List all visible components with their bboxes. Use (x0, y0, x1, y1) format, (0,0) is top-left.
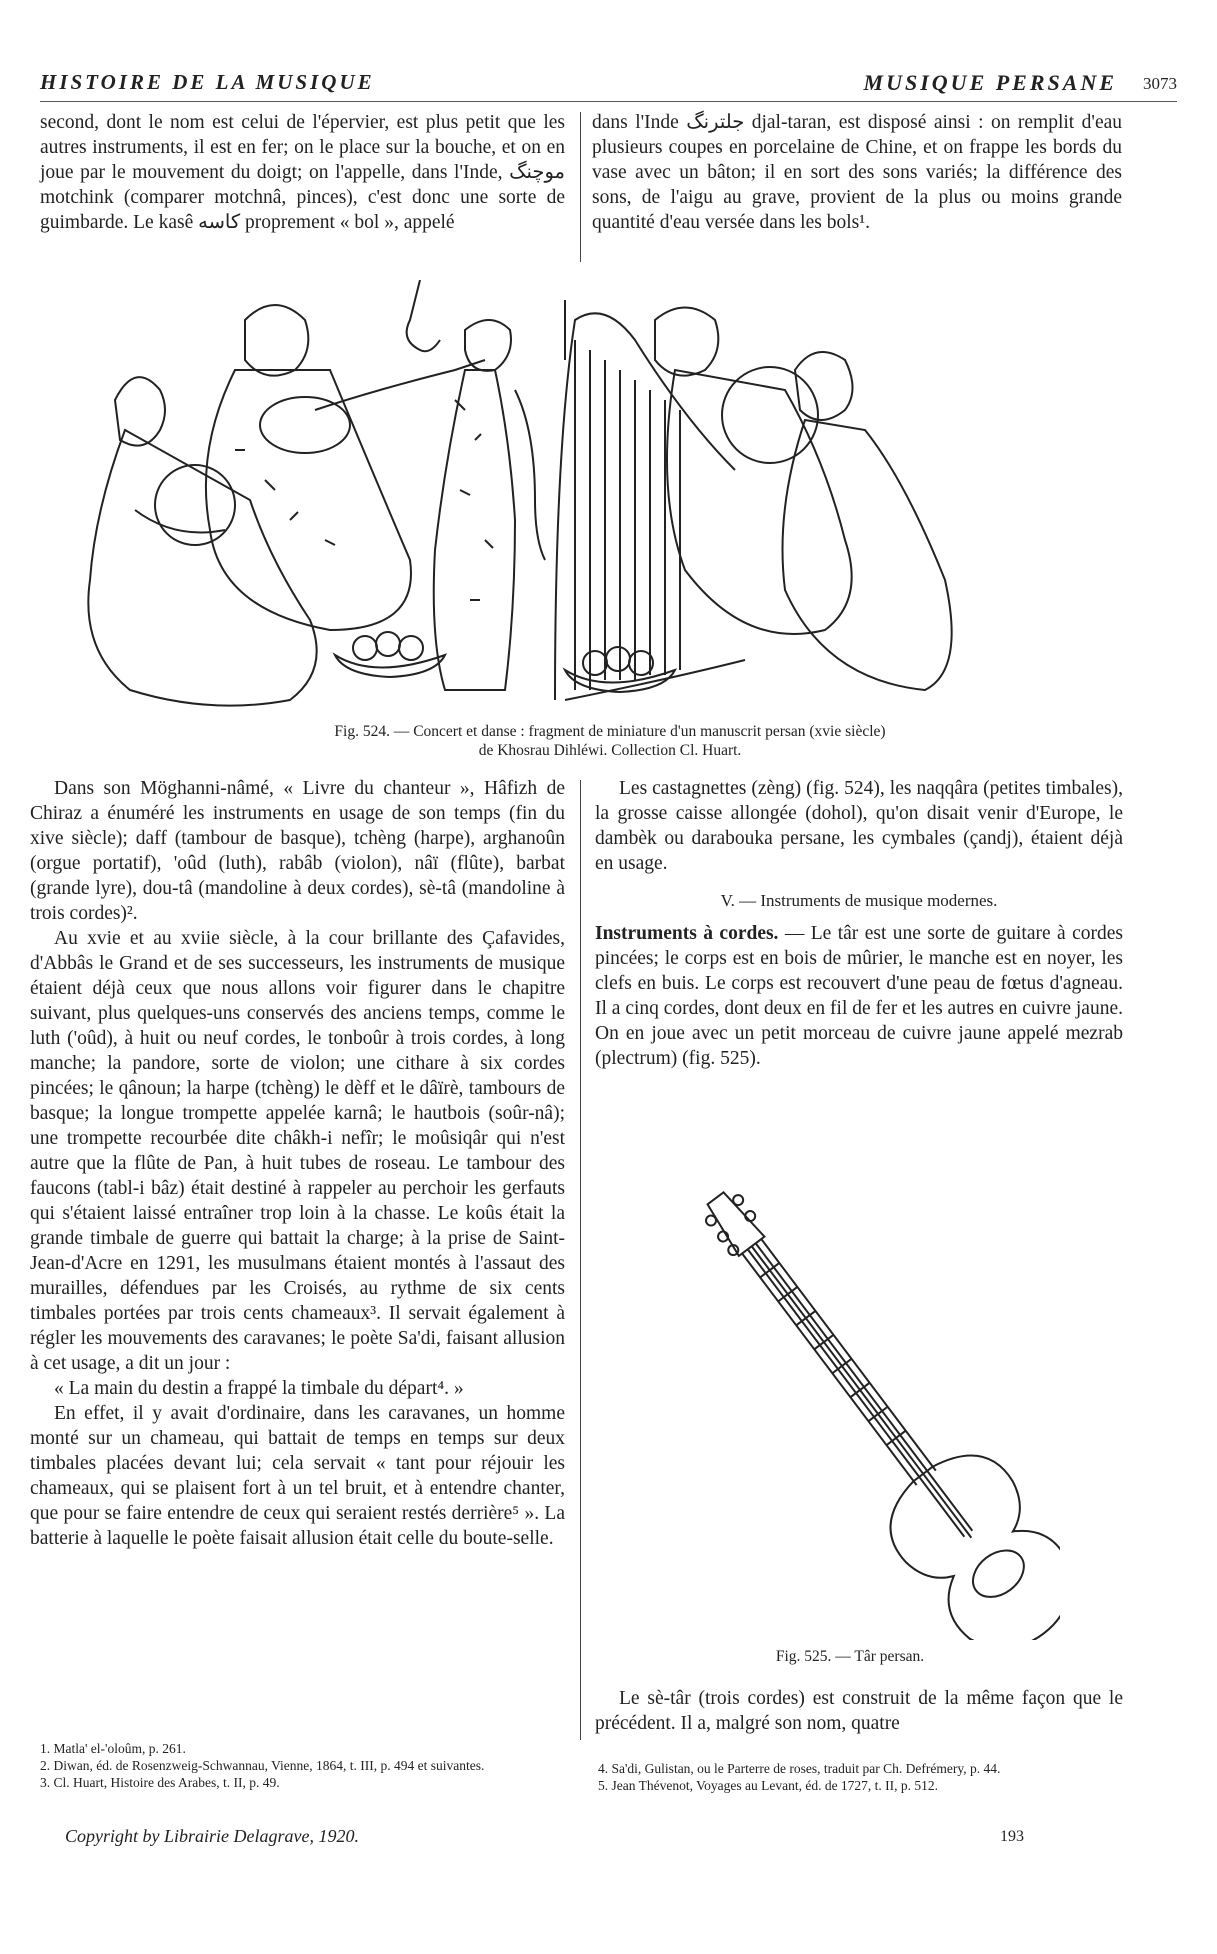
seated-lute-player (206, 305, 485, 630)
footnotes-right (598, 1760, 1126, 1794)
section-title: V. — Instruments de musique modernes. (720, 891, 998, 910)
caption-line: de Khosrau Dihléwi. Collection Cl. Huart. (478, 742, 742, 759)
fruit-bowl (335, 632, 445, 677)
tar-instrument-illustration (660, 1140, 1060, 1640)
caption-line: Fig. 524. — Concert et danse : fragment de miniature d'un manuscrit persan (xvie siècle) (334, 723, 886, 740)
header-page-number: 3073 (1143, 74, 1177, 93)
miniature-concert-illustration (75, 280, 1135, 720)
column-divider (580, 780, 581, 1740)
running-header (40, 70, 1177, 100)
kneeling-tambourine-player (722, 352, 952, 690)
header-left-title: HISTOIRE DE LA MUSIQUE (40, 70, 375, 94)
footnote: 4. Sa'di, Gulistan, ou le Parterre de roses, traduit par Ch. Defrémery, p. 44. (598, 1761, 1001, 1776)
left-column (30, 776, 565, 1551)
paragraph: Les castagnettes (zèng) (fig. 524), les naqqâra (petites timbales), la grosse caisse allongée (dohol), qu'on disait venir d'Europe, le dambèk ou darabouka persane, les cymbales (çandj), étaient déjà en usage. (595, 778, 1123, 874)
figure-525-caption: Fig. 525. — Târ persan. (775, 1648, 925, 1665)
paragraph: Le sè-târ (trois cordes) est construit de la même façon que le précédent. Il a, malgré son nom, quatre (595, 1688, 1123, 1734)
standing-dancer (407, 280, 545, 690)
footnote: 2. Diwan, éd. de Rosenzweig-Schwannau, Vienne, 1864, t. III, p. 494 et suivantes. (40, 1758, 485, 1773)
copyright-line: Copyright by Librairie Delagrave, 1920. (65, 1826, 359, 1846)
right-column (595, 776, 1123, 1071)
top-right-column (592, 110, 1122, 235)
figure-524-caption (160, 722, 1060, 760)
footnotes-left (40, 1740, 565, 1791)
header-right-title: MUSIQUE PERSANE (863, 70, 1117, 95)
header-rule (40, 101, 1177, 102)
subheading: Instruments à cordes. (595, 923, 779, 944)
paragraph: second, dont le nom est celui de l'épervier, est plus petit que les autres instruments, il est en fer; on le place sur la bouche, et on en joue par le mouvement du doigt; on l'appelle, dans l'Inde, موچنگ motchink (comparer motchnâ, pinces), c'est donc une sorte de guimbarde. Le kasê كاسه proprement « bol », appelé (40, 112, 565, 233)
harp-player (555, 300, 852, 700)
footnote: 3. Cl. Huart, Histoire des Arabes, t. II, p. 49. (40, 1775, 280, 1790)
quotation: « La main du destin a frappé la timbale du départ⁴. » (54, 1378, 464, 1399)
paragraph: En effet, il y avait d'ordinaire, dans les caravanes, un homme monté sur un chameau, qui battait de temps en temps sur deux timbales placées devant lui; cela servait « tant pour réjouir les chameaux, qui se plaisent fort à un tel bruit, et à entendre chanter, que pour se faire entendre de ceux qui seraient restés derrière⁵ ». La batterie à laquelle le poète faisait allusion était celle du boute-selle. (30, 1403, 565, 1549)
seated-tambourine-player (88, 377, 316, 705)
column-divider (580, 112, 581, 262)
footnote: 5. Jean Thévenot, Voyages au Levant, éd. de 1727, t. II, p. 512. (598, 1778, 939, 1793)
paragraph: Dans son Möghanni-nâmé, « Livre du chanteur », Hâfizh de Chiraz a énuméré les instruments en usage de son temps (fin du xive siècle); daff (tambour de basque), tchèng (harpe), arghanoûn (orgue portatif), 'oûd (luth), rabâb (violon), nâï (flûte), barbat (grande lyre), dou-tâ (mandoline à deux cordes), sè-tâ (mandoline à trois cordes)². (30, 778, 565, 924)
paragraph-text: — Le târ est une sorte de guitare à cordes pincées; le corps est en bois de mûrier, le manche est en noyer, les clefs en buis. Le corps est recouvert d'une peau de fœtus d'agneau. Il a cinq cordes, dont deux en fil de fer et les autres en cuivre jaune. On en joue avec un petit morceau de cuivre jaune appelé mezrab (plectrum) (fig. 525). (595, 923, 1123, 1069)
footnote: 1. Matla' el-'oloûm, p. 261. (40, 1741, 186, 1756)
paragraph: dans l'Inde جلترنگ djal-taran, est disposé ainsi : on remplit d'eau plusieurs coupes en porcelaine de Chine, et on frappe les bords du vase avec un bâton; il en sort des sons variés; la différence des sons, de l'aigu au grave, provient de la plus ou moins grande quantité d'eau versée dans les bols¹. (592, 112, 1123, 233)
top-left-column (40, 110, 565, 235)
right-column-continued (595, 1686, 1123, 1736)
page-number: 193 (1000, 1828, 1024, 1845)
paragraph: Au xvie et au xviie siècle, à la cour brillante des Çafavides, d'Abbâs le Grand et de ses successeurs, les instruments de musique étaient déjà ceux que nous allons voir figurer dans le chapitre suivant, plus quelques-uns conservés des anciens temps, comme le luth ('oûd), à huit ou neuf cordes, le tonboûr à trois cordes, à long manche; la pandore, sorte de violon; une cithare à six cordes pincées; le qânoun; la harpe (tchèng) le dèff et le dâïrè, tambours de basque; la longue trompette appelée karnâ; le hautbois (soûr-nâ); une trompette recourbée dite châkh-i nefîr; le moûsiqâr qui n'est autre que la flûte de Pan, à huit tubes de roseau. Le tambour des faucons (tabl-i bâz) était destiné à rappeler au perchoir les gerfauts qui s'étaient laissé entraîner trop loin à la chasse. Le koûs était la grande timbale de guerre qui battait la charge; à la prise de Saint-Jean-d'Acre en 1291, les musulmans étaient montés à l'assaut des murailles, défendues par les Croisés, au rythme de six cents timbales portées par trois cents chameaux³. Il servait également à régler les mouvements des caravanes; le poète Sa'di, faisant allusion à cet usage, a dit un jour : (30, 928, 565, 1374)
paragraph (595, 921, 1123, 1071)
